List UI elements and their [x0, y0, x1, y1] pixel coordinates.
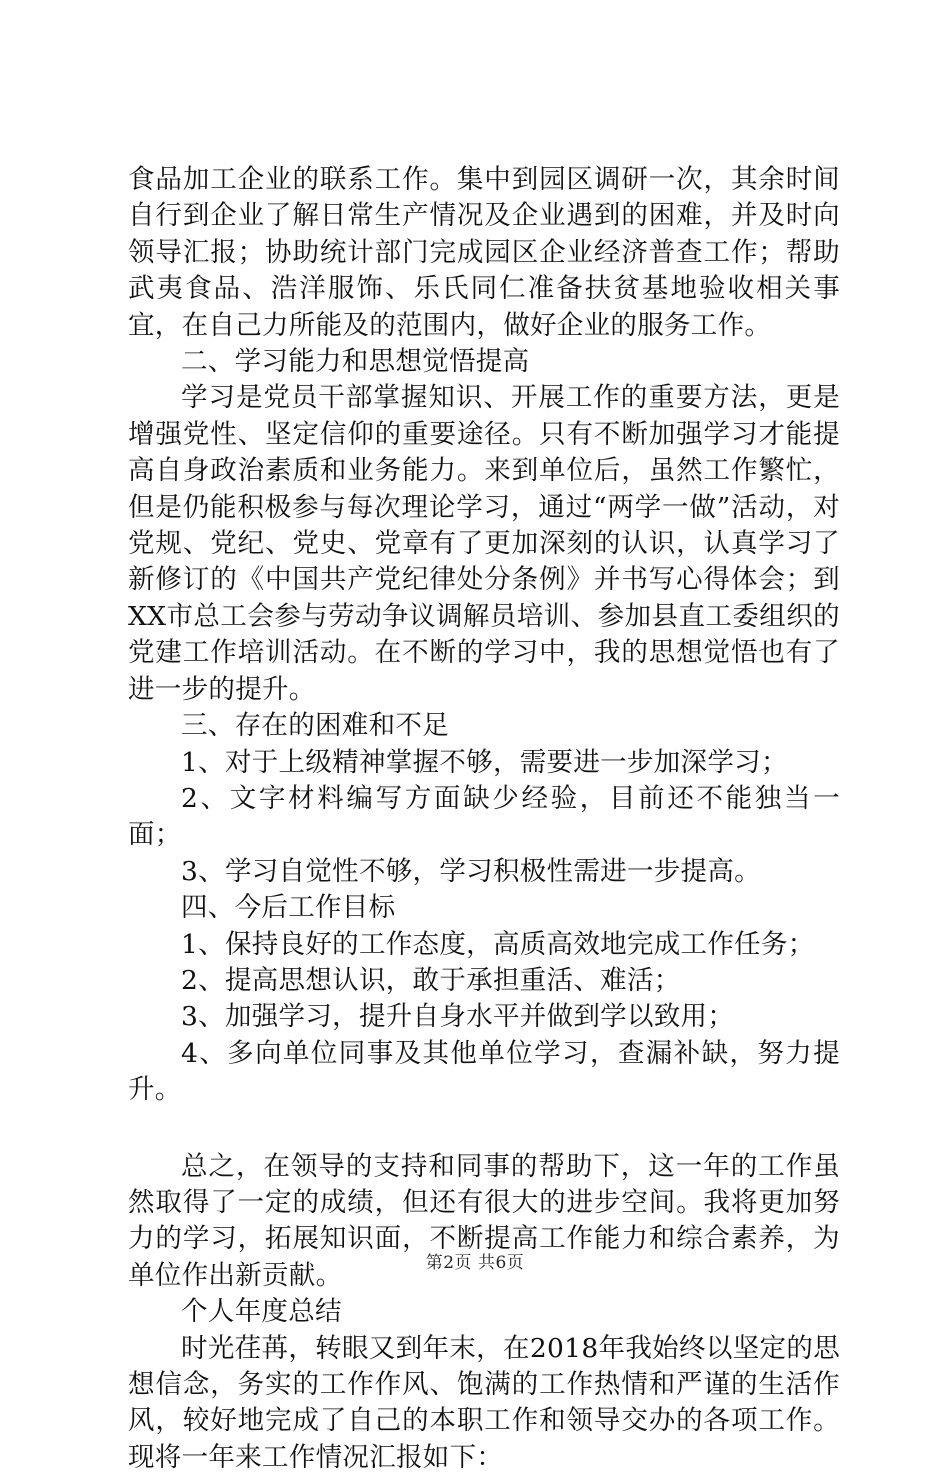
section-heading-study: 二、学习能力和思想觉悟提高 — [181, 346, 530, 378]
document-body — [128, 162, 840, 1476]
page-number-footer: 第2页 共6页 — [425, 1253, 525, 1273]
list-item-goal-4: 4、多向单位同事及其他单位学习，查漏补缺，努力提升。 — [128, 1037, 840, 1106]
section-heading-difficulties: 三、存在的困难和不足 — [181, 710, 449, 742]
list-item-difficulty-3: 3、学习自觉性不够，学习积极性需进一步提高。 — [181, 855, 761, 887]
list-item-difficulty-2: 2、文字材料编写方面缺少经验，目前还不能独当一面； — [128, 782, 840, 851]
list-item-goal-2: 2、提高思想认识，敢于承担重活、难活； — [181, 964, 681, 996]
paragraph-conclusion: 总之，在领导的支持和同事的帮助下，这一年的工作虽然取得了一定的成绩，但还有很大的进步空间。我将更加努力的学习，拓展知识面，不断提高工作能力和综合素养，为单位作出新贡献。 — [128, 1150, 840, 1291]
section-heading-goals: 四、今后工作目标 — [181, 892, 396, 924]
section-title-annual-summary: 个人年度总结 — [181, 1296, 342, 1328]
list-item-goal-3: 3、加强学习，提升自身水平并做到学以致用； — [181, 1001, 735, 1033]
paragraph-enterprise-service: 食品加工企业的联系工作。集中到园区调研一次，其余时间自行到企业了解日常生产情况及企业遇到的困难，并及时向领导汇报；协助统计部门完成园区企业经济普查工作；帮助武夷食品、浩洋服饰、乐氏同仁准备扶贫基地验收相关事宜，在自己力所能及的范围内，做好企业的服务工作。 — [128, 164, 840, 341]
list-item-goal-1: 1、保持良好的工作态度，高质高效地完成工作任务； — [181, 928, 815, 960]
paragraph-annual-intro: 时光荏苒，转眼又到年末，在2018年我始终以坚定的思想信念，务实的工作作风、饱满的工作热情和严谨的生活作风，较好地完成了自己的本职工作和领导交办的各项工作。现将一年来工作情况汇报如下： — [128, 1332, 840, 1473]
paragraph-spacer — [128, 1109, 840, 1149]
paragraph-study: 学习是党员干部掌握知识、开展工作的重要方法，更是增强党性、坚定信仰的重要途径。只有不断加强学习才能提高自身政治素质和业务能力。来到单位后，虽然工作繁忙，但是仍能积极参与每次理论学习，通过“两学一做”活动，对党规、党纪、党史、党章有了更加深刻的认识，认真学习了新修订的《中国共产党纪律处分条例》并书写心得体会；到XX市总工会参与劳动争议调解员培训、参加县直工委组织的党建工作培训活动。在不断的学习中，我的思想觉悟也有了进一步的提升。 — [128, 382, 840, 705]
list-item-difficulty-1: 1、对于上级精神掌握不够，需要进一步加深学习； — [181, 746, 788, 778]
